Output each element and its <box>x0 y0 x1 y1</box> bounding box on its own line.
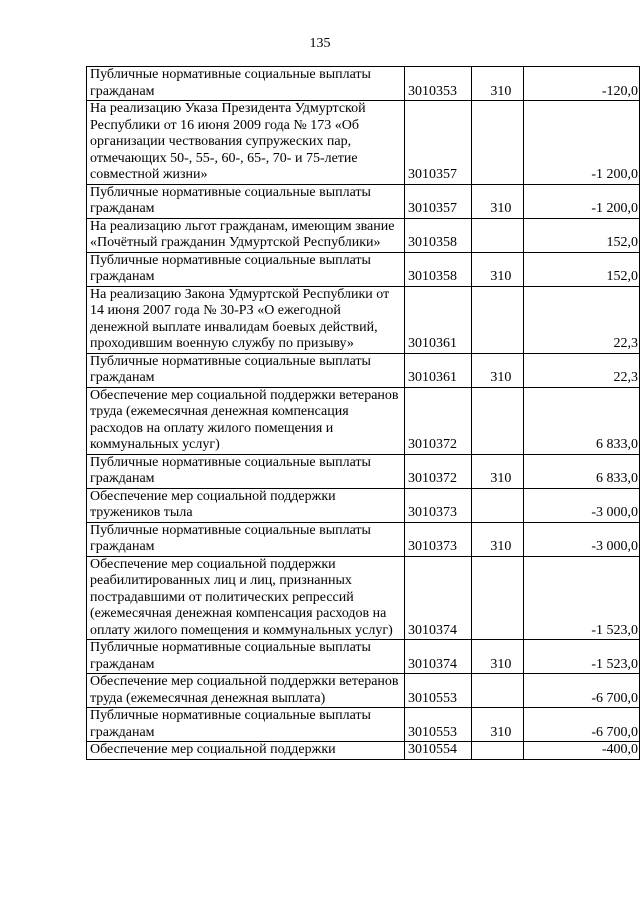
budget-table-body <box>87 67 640 760</box>
row-expense-type-cell <box>472 286 524 353</box>
table-row <box>87 252 640 286</box>
row-name-cell: Обеспечение мер социальной поддержки тружеников тыла <box>87 488 405 522</box>
table-row <box>87 101 640 185</box>
table-row <box>87 286 640 353</box>
row-name-cell: Публичные нормативные социальные выплаты гражданам <box>87 67 405 101</box>
budget-table <box>86 66 640 760</box>
row-name-cell: Обеспечение мер социальной поддержки <box>87 742 405 760</box>
row-name-cell: Публичные нормативные социальные выплаты гражданам <box>87 252 405 286</box>
row-expense-type-cell: 310 <box>472 708 524 742</box>
table-row <box>87 742 640 760</box>
table-row <box>87 454 640 488</box>
row-code-cell: 3010373 <box>405 522 472 556</box>
page-number: 135 <box>309 36 331 51</box>
row-code-cell: 3010554 <box>405 742 472 760</box>
table-row <box>87 387 640 454</box>
row-code-cell: 3010361 <box>405 353 472 387</box>
row-sum-cell: 22,3 <box>523 286 639 353</box>
row-expense-type-cell <box>472 387 524 454</box>
row-sum-cell: 6 833,0 <box>523 454 639 488</box>
row-code-cell: 3010373 <box>405 488 472 522</box>
row-code-cell: 3010358 <box>405 218 472 252</box>
row-sum-cell: -1 200,0 <box>523 101 639 185</box>
row-code-cell: 3010357 <box>405 101 472 185</box>
table-row <box>87 640 640 674</box>
row-name-cell: Публичные нормативные социальные выплаты гражданам <box>87 640 405 674</box>
row-code-cell: 3010353 <box>405 67 472 101</box>
row-name-cell: Публичные нормативные социальные выплаты гражданам <box>87 454 405 488</box>
table-row <box>87 522 640 556</box>
row-expense-type-cell: 310 <box>472 454 524 488</box>
row-code-cell: 3010372 <box>405 454 472 488</box>
row-name-cell: Обеспечение мер социальной поддержки ветеранов труда (ежемесячная денежная выплата) <box>87 674 405 708</box>
table-row <box>87 67 640 101</box>
row-code-cell: 3010357 <box>405 184 472 218</box>
row-expense-type-cell <box>472 674 524 708</box>
row-sum-cell: 152,0 <box>523 252 639 286</box>
row-expense-type-cell: 310 <box>472 184 524 218</box>
row-sum-cell: -6 700,0 <box>523 674 639 708</box>
row-name-cell: На реализацию Указа Президента Удмуртской Республики от 16 июня 2009 года № 173 «Об организации чествования супружеских пар, отмечающих 50-, 55-, 60-, 65-, 70- и 75-летие совместной жизни» <box>87 101 405 185</box>
table-row <box>87 353 640 387</box>
table-row <box>87 556 640 640</box>
row-sum-cell: -400,0 <box>523 742 639 760</box>
row-name-cell: Публичные нормативные социальные выплаты гражданам <box>87 522 405 556</box>
row-expense-type-cell <box>472 218 524 252</box>
table-row <box>87 218 640 252</box>
row-code-cell: 3010361 <box>405 286 472 353</box>
table-row <box>87 184 640 218</box>
row-name-cell: Обеспечение мер социальной поддержки реабилитированных лиц и лиц, признанных пострадавшими от политических репрессий (ежемесячная денежная компенсация расходов на оплату жилого помещения и коммунальных услуг) <box>87 556 405 640</box>
row-expense-type-cell <box>472 742 524 760</box>
row-code-cell: 3010358 <box>405 252 472 286</box>
row-code-cell: 3010553 <box>405 708 472 742</box>
row-expense-type-cell: 310 <box>472 640 524 674</box>
row-sum-cell: 152,0 <box>523 218 639 252</box>
row-sum-cell: 22,3 <box>523 353 639 387</box>
row-code-cell: 3010553 <box>405 674 472 708</box>
table-row <box>87 674 640 708</box>
row-sum-cell: 6 833,0 <box>523 387 639 454</box>
row-name-cell: Публичные нормативные социальные выплаты гражданам <box>87 353 405 387</box>
row-name-cell: Публичные нормативные социальные выплаты гражданам <box>87 184 405 218</box>
row-sum-cell: -6 700,0 <box>523 708 639 742</box>
row-sum-cell: -1 523,0 <box>523 556 639 640</box>
row-code-cell: 3010374 <box>405 640 472 674</box>
row-sum-cell: -1 523,0 <box>523 640 639 674</box>
row-name-cell: На реализацию льгот гражданам, имеющим звание «Почётный гражданин Удмуртской Республики» <box>87 218 405 252</box>
row-expense-type-cell: 310 <box>472 252 524 286</box>
row-expense-type-cell: 310 <box>472 353 524 387</box>
table-row <box>87 488 640 522</box>
row-expense-type-cell <box>472 101 524 185</box>
row-expense-type-cell: 310 <box>472 67 524 101</box>
row-code-cell: 3010372 <box>405 387 472 454</box>
row-sum-cell: -3 000,0 <box>523 522 639 556</box>
table-row <box>87 708 640 742</box>
row-code-cell: 3010374 <box>405 556 472 640</box>
row-expense-type-cell: 310 <box>472 522 524 556</box>
row-sum-cell: -1 200,0 <box>523 184 639 218</box>
row-name-cell: Обеспечение мер социальной поддержки ветеранов труда (ежемесячная денежная компенсация расходов на оплату жилого помещения и коммунальных услуг) <box>87 387 405 454</box>
row-sum-cell: -120,0 <box>523 67 639 101</box>
row-expense-type-cell <box>472 488 524 522</box>
row-name-cell: Публичные нормативные социальные выплаты гражданам <box>87 708 405 742</box>
row-expense-type-cell <box>472 556 524 640</box>
row-name-cell: На реализацию Закона Удмуртской Республики от 14 июня 2007 года № 30-РЗ «О ежегодной денежной выплате инвалидам боевых действий, проходившим военную службу по призыву» <box>87 286 405 353</box>
row-sum-cell: -3 000,0 <box>523 488 639 522</box>
